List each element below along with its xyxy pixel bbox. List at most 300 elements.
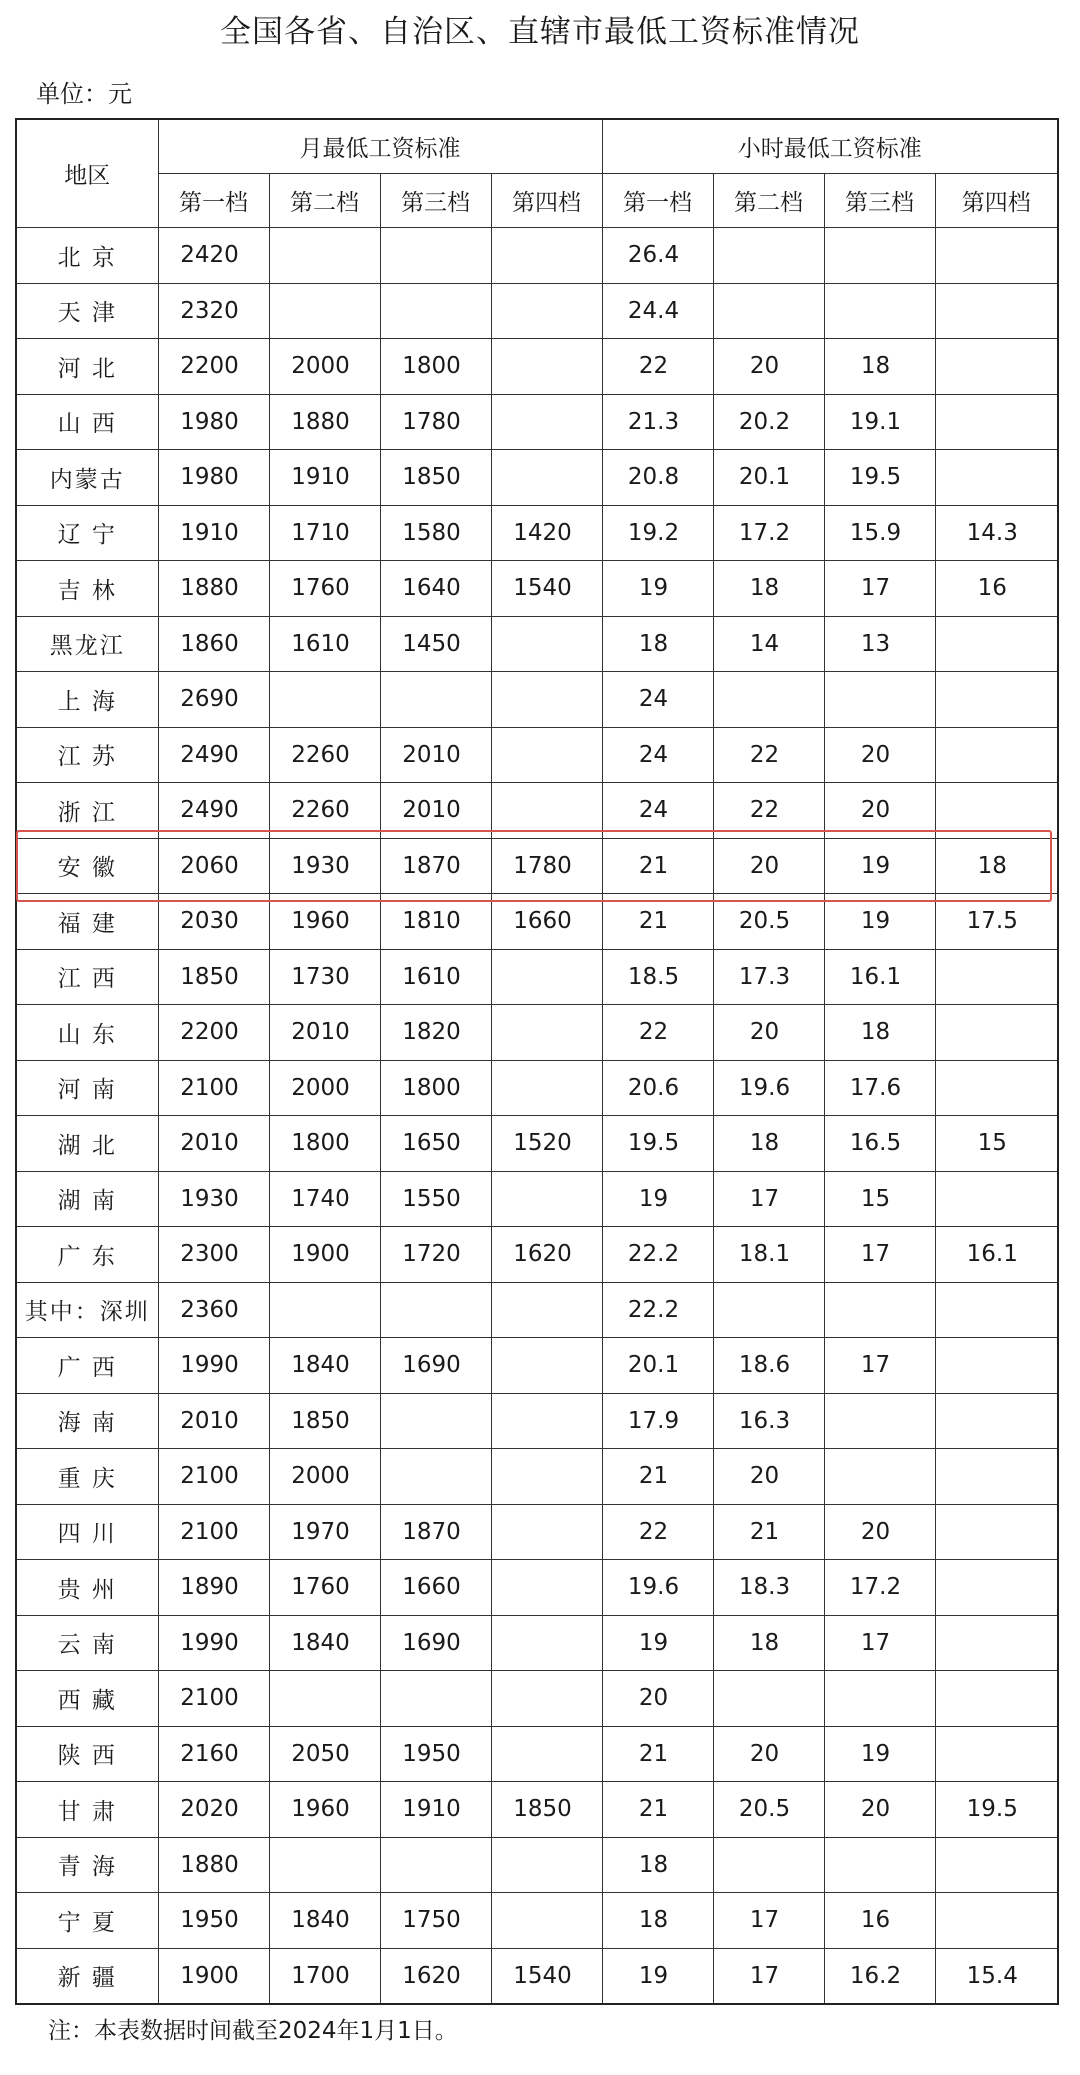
hourly-group-header: 小时最低工资标准	[602, 119, 1058, 174]
monthly-tier-3-cell	[380, 283, 491, 339]
hourly-tier-3-cell: 16.5	[824, 1116, 935, 1172]
monthly-tier-4-cell: 1660	[491, 894, 602, 950]
hourly-tier-3-cell	[824, 672, 935, 728]
monthly-tier-2-cell: 1800	[269, 1116, 380, 1172]
monthly-tier-1-cell: 2300	[158, 1227, 269, 1283]
monthly-tier-3-cell: 1750	[380, 1893, 491, 1949]
monthly-tier-2-cell: 2010	[269, 1005, 380, 1061]
monthly-tier-1-cell: 1900	[158, 1948, 269, 2004]
monthly-tier-3-cell	[380, 1393, 491, 1449]
hourly-tier-2-cell: 17.3	[713, 949, 824, 1005]
monthly-tier-4-cell	[491, 1449, 602, 1505]
region-cell: 其中：深圳	[16, 1282, 158, 1338]
table-row	[16, 1560, 1058, 1616]
hourly-tier-3-cell: 15	[824, 1171, 935, 1227]
hourly-tier-3-cell	[824, 1282, 935, 1338]
monthly-tier-2-cell	[269, 228, 380, 284]
hourly-tier-4-cell	[935, 616, 1058, 672]
hourly-tier-2-cell: 18.3	[713, 1560, 824, 1616]
hourly-tier-1-cell: 18.5	[602, 949, 713, 1005]
hourly-tier-3-cell: 20	[824, 783, 935, 839]
hourly-tier-2-cell: 17	[713, 1171, 824, 1227]
monthly-tier-4-header: 第四档	[491, 174, 602, 228]
hourly-tier-2-cell: 20.5	[713, 894, 824, 950]
monthly-tier-1-cell: 1890	[158, 1560, 269, 1616]
hourly-tier-2-cell: 22	[713, 727, 824, 783]
table-row	[16, 283, 1058, 339]
monthly-tier-2-cell: 2000	[269, 1449, 380, 1505]
monthly-tier-3-cell: 1820	[380, 1005, 491, 1061]
monthly-tier-2-cell	[269, 1282, 380, 1338]
monthly-tier-4-cell	[491, 283, 602, 339]
hourly-tier-2-cell	[713, 672, 824, 728]
hourly-tier-4-cell: 18	[935, 838, 1058, 894]
monthly-tier-4-cell	[491, 1504, 602, 1560]
hourly-tier-3-cell: 15.9	[824, 505, 935, 561]
hourly-tier-2-header: 第二档	[713, 174, 824, 228]
hourly-tier-4-cell	[935, 450, 1058, 506]
table-row	[16, 1338, 1058, 1394]
hourly-tier-4-cell: 15	[935, 1116, 1058, 1172]
hourly-tier-3-cell: 16	[824, 1893, 935, 1949]
hourly-tier-1-cell: 18	[602, 1893, 713, 1949]
monthly-tier-1-cell: 1950	[158, 1893, 269, 1949]
region-cell: 内蒙古	[16, 450, 158, 506]
region-cell: 青 海	[16, 1837, 158, 1893]
hourly-tier-3-cell	[824, 1449, 935, 1505]
region-cell: 江 西	[16, 949, 158, 1005]
table-row	[16, 1005, 1058, 1061]
hourly-tier-4-cell: 15.4	[935, 1948, 1058, 2004]
hourly-tier-2-cell: 14	[713, 616, 824, 672]
hourly-tier-1-cell: 18	[602, 616, 713, 672]
monthly-tier-3-cell: 1810	[380, 894, 491, 950]
table-row	[16, 1282, 1058, 1338]
monthly-tier-4-cell	[491, 339, 602, 395]
monthly-tier-4-cell	[491, 1005, 602, 1061]
monthly-group-header: 月最低工资标准	[158, 119, 602, 174]
hourly-tier-3-cell: 13	[824, 616, 935, 672]
region-cell: 云 南	[16, 1615, 158, 1671]
monthly-tier-1-header: 第一档	[158, 174, 269, 228]
monthly-tier-4-cell	[491, 1060, 602, 1116]
hourly-tier-2-cell	[713, 1837, 824, 1893]
hourly-tier-4-cell	[935, 1393, 1058, 1449]
hourly-tier-3-cell: 17.6	[824, 1060, 935, 1116]
monthly-tier-4-cell	[491, 450, 602, 506]
monthly-tier-1-cell: 2160	[158, 1726, 269, 1782]
hourly-tier-1-cell: 24.4	[602, 283, 713, 339]
monthly-tier-4-cell: 1520	[491, 1116, 602, 1172]
monthly-tier-3-cell: 1800	[380, 1060, 491, 1116]
hourly-tier-1-cell: 21.3	[602, 394, 713, 450]
monthly-tier-3-cell: 1800	[380, 339, 491, 395]
hourly-tier-4-cell	[935, 1449, 1058, 1505]
monthly-tier-3-cell: 2010	[380, 727, 491, 783]
region-cell: 西 藏	[16, 1671, 158, 1727]
monthly-tier-2-cell: 1700	[269, 1948, 380, 2004]
monthly-tier-2-cell: 1840	[269, 1615, 380, 1671]
table-row	[16, 949, 1058, 1005]
hourly-tier-2-cell: 19.6	[713, 1060, 824, 1116]
region-cell: 北 京	[16, 228, 158, 284]
hourly-tier-4-cell: 19.5	[935, 1782, 1058, 1838]
hourly-tier-1-cell: 21	[602, 838, 713, 894]
monthly-tier-3-cell: 1610	[380, 949, 491, 1005]
table-row	[16, 1726, 1058, 1782]
hourly-tier-1-cell: 19.5	[602, 1116, 713, 1172]
monthly-tier-2-cell: 1900	[269, 1227, 380, 1283]
footnote: 注：本表数据时间截至2024年1月1日。	[48, 2018, 458, 2044]
monthly-tier-2-header: 第二档	[269, 174, 380, 228]
hourly-tier-2-cell: 18	[713, 1116, 824, 1172]
monthly-tier-4-cell: 1620	[491, 1227, 602, 1283]
hourly-tier-2-cell: 18	[713, 561, 824, 617]
monthly-tier-3-cell: 1620	[380, 1948, 491, 2004]
hourly-tier-3-cell: 19.5	[824, 450, 935, 506]
monthly-tier-4-cell: 1540	[491, 561, 602, 617]
monthly-tier-2-cell	[269, 283, 380, 339]
hourly-tier-1-cell: 18	[602, 1837, 713, 1893]
hourly-tier-4-cell	[935, 1671, 1058, 1727]
hourly-tier-4-cell	[935, 949, 1058, 1005]
hourly-tier-1-cell: 20.6	[602, 1060, 713, 1116]
region-cell: 天 津	[16, 283, 158, 339]
monthly-tier-2-cell	[269, 1837, 380, 1893]
region-cell: 吉 林	[16, 561, 158, 617]
table-row	[16, 450, 1058, 506]
monthly-tier-1-cell: 2020	[158, 1782, 269, 1838]
region-cell: 新 疆	[16, 1948, 158, 2004]
monthly-tier-1-cell: 2690	[158, 672, 269, 728]
hourly-tier-2-cell: 18.1	[713, 1227, 824, 1283]
hourly-tier-1-cell: 19	[602, 1948, 713, 2004]
monthly-tier-3-cell: 1780	[380, 394, 491, 450]
hourly-tier-2-cell	[713, 283, 824, 339]
monthly-tier-3-cell: 1550	[380, 1171, 491, 1227]
monthly-tier-2-cell: 1760	[269, 1560, 380, 1616]
hourly-tier-1-cell: 19	[602, 1615, 713, 1671]
monthly-tier-3-cell: 1690	[380, 1338, 491, 1394]
monthly-tier-1-cell: 2100	[158, 1671, 269, 1727]
hourly-tier-4-cell	[935, 1171, 1058, 1227]
hourly-tier-1-cell: 26.4	[602, 228, 713, 284]
monthly-tier-1-cell: 1980	[158, 450, 269, 506]
table-row	[16, 616, 1058, 672]
monthly-tier-4-cell	[491, 394, 602, 450]
table-row	[16, 1837, 1058, 1893]
hourly-tier-4-cell	[935, 1338, 1058, 1394]
hourly-tier-4-cell	[935, 283, 1058, 339]
hourly-tier-3-cell	[824, 228, 935, 284]
region-cell: 重 庆	[16, 1449, 158, 1505]
table-row	[16, 339, 1058, 395]
hourly-tier-2-cell: 17.2	[713, 505, 824, 561]
table-row	[16, 1171, 1058, 1227]
region-cell: 海 南	[16, 1393, 158, 1449]
region-cell: 广 东	[16, 1227, 158, 1283]
monthly-tier-3-cell	[380, 1282, 491, 1338]
hourly-tier-2-cell: 17	[713, 1893, 824, 1949]
hourly-tier-1-cell: 20	[602, 1671, 713, 1727]
table-body	[16, 228, 1058, 2004]
hourly-tier-1-cell: 19	[602, 1171, 713, 1227]
table-row	[16, 1116, 1058, 1172]
hourly-tier-3-cell: 19	[824, 838, 935, 894]
table-row	[16, 838, 1058, 894]
hourly-tier-2-cell	[713, 1671, 824, 1727]
monthly-tier-1-cell: 1930	[158, 1171, 269, 1227]
region-cell: 河 北	[16, 339, 158, 395]
monthly-tier-2-cell	[269, 672, 380, 728]
hourly-tier-3-cell: 17	[824, 1227, 935, 1283]
hourly-tier-4-cell	[935, 783, 1058, 839]
monthly-tier-1-cell: 1880	[158, 561, 269, 617]
monthly-tier-3-cell: 1870	[380, 838, 491, 894]
monthly-tier-4-cell	[491, 1893, 602, 1949]
monthly-tier-1-cell: 2360	[158, 1282, 269, 1338]
monthly-tier-1-cell: 1850	[158, 949, 269, 1005]
table-row	[16, 783, 1058, 839]
monthly-tier-2-cell: 1960	[269, 894, 380, 950]
table-row	[16, 1615, 1058, 1671]
hourly-tier-4-cell: 14.3	[935, 505, 1058, 561]
hourly-tier-4-cell	[935, 672, 1058, 728]
monthly-tier-3-cell: 2010	[380, 783, 491, 839]
monthly-tier-3-cell: 1720	[380, 1227, 491, 1283]
table-row	[16, 1671, 1058, 1727]
monthly-tier-2-cell: 2000	[269, 339, 380, 395]
table-row	[16, 1449, 1058, 1505]
hourly-tier-3-cell: 20	[824, 1504, 935, 1560]
monthly-tier-4-cell	[491, 1726, 602, 1782]
hourly-tier-3-cell: 19	[824, 894, 935, 950]
hourly-tier-3-cell: 18	[824, 1005, 935, 1061]
monthly-tier-2-cell	[269, 1671, 380, 1727]
header-row-tiers	[16, 174, 1058, 228]
hourly-tier-1-cell: 20.8	[602, 450, 713, 506]
monthly-tier-3-cell: 1850	[380, 450, 491, 506]
table-row	[16, 561, 1058, 617]
hourly-tier-3-cell	[824, 1671, 935, 1727]
monthly-tier-2-cell: 1850	[269, 1393, 380, 1449]
monthly-tier-4-cell	[491, 1171, 602, 1227]
hourly-tier-1-cell: 20.1	[602, 1338, 713, 1394]
hourly-tier-1-cell: 22	[602, 339, 713, 395]
table-row	[16, 1504, 1058, 1560]
hourly-tier-3-cell: 20	[824, 1782, 935, 1838]
monthly-tier-3-cell	[380, 228, 491, 284]
hourly-tier-1-cell: 21	[602, 1726, 713, 1782]
monthly-tier-4-cell	[491, 783, 602, 839]
region-cell: 山 东	[16, 1005, 158, 1061]
monthly-tier-4-cell	[491, 1671, 602, 1727]
hourly-tier-1-cell: 24	[602, 727, 713, 783]
monthly-tier-2-cell: 1960	[269, 1782, 380, 1838]
hourly-tier-3-cell: 19	[824, 1726, 935, 1782]
monthly-tier-4-cell	[491, 1615, 602, 1671]
header-row-groups	[16, 119, 1058, 174]
hourly-tier-4-cell	[935, 1726, 1058, 1782]
hourly-tier-1-cell: 17.9	[602, 1393, 713, 1449]
region-cell: 山 西	[16, 394, 158, 450]
monthly-tier-2-cell: 2260	[269, 783, 380, 839]
hourly-tier-4-cell	[935, 1060, 1058, 1116]
hourly-tier-4-cell	[935, 727, 1058, 783]
hourly-tier-2-cell	[713, 228, 824, 284]
monthly-tier-1-cell: 2030	[158, 894, 269, 950]
table-row	[16, 1782, 1058, 1838]
hourly-tier-2-cell: 20.5	[713, 1782, 824, 1838]
hourly-tier-4-cell	[935, 1893, 1058, 1949]
monthly-tier-1-cell: 2490	[158, 727, 269, 783]
unit-label: 单位：元	[36, 80, 132, 108]
region-cell: 四 川	[16, 1504, 158, 1560]
monthly-tier-3-cell: 1690	[380, 1615, 491, 1671]
region-cell: 河 南	[16, 1060, 158, 1116]
hourly-tier-1-cell: 21	[602, 1449, 713, 1505]
hourly-tier-1-cell: 22.2	[602, 1282, 713, 1338]
monthly-tier-2-cell: 1610	[269, 616, 380, 672]
region-cell: 福 建	[16, 894, 158, 950]
monthly-tier-4-cell	[491, 616, 602, 672]
monthly-tier-2-cell: 1710	[269, 505, 380, 561]
hourly-tier-4-cell: 16.1	[935, 1227, 1058, 1283]
monthly-tier-3-cell	[380, 1837, 491, 1893]
region-cell: 甘 肃	[16, 1782, 158, 1838]
hourly-tier-3-cell	[824, 1393, 935, 1449]
hourly-tier-1-cell: 22	[602, 1005, 713, 1061]
monthly-tier-1-cell: 2100	[158, 1060, 269, 1116]
hourly-tier-2-cell: 22	[713, 783, 824, 839]
monthly-tier-4-cell	[491, 1837, 602, 1893]
monthly-tier-1-cell: 1860	[158, 616, 269, 672]
region-cell: 江 苏	[16, 727, 158, 783]
region-header: 地区	[16, 119, 158, 228]
monthly-tier-1-cell: 2100	[158, 1449, 269, 1505]
hourly-tier-2-cell	[713, 1282, 824, 1338]
monthly-tier-4-cell	[491, 1338, 602, 1394]
hourly-tier-4-cell: 17.5	[935, 894, 1058, 950]
region-cell: 黑龙江	[16, 616, 158, 672]
monthly-tier-3-cell: 1580	[380, 505, 491, 561]
monthly-tier-3-cell	[380, 1449, 491, 1505]
hourly-tier-3-cell	[824, 283, 935, 339]
monthly-tier-2-cell: 1760	[269, 561, 380, 617]
hourly-tier-3-header: 第三档	[824, 174, 935, 228]
monthly-tier-2-cell: 1840	[269, 1893, 380, 1949]
hourly-tier-3-cell: 16.1	[824, 949, 935, 1005]
monthly-tier-2-cell: 1930	[269, 838, 380, 894]
hourly-tier-4-cell	[935, 394, 1058, 450]
monthly-tier-3-cell: 1870	[380, 1504, 491, 1560]
monthly-tier-3-cell: 1650	[380, 1116, 491, 1172]
monthly-tier-2-cell: 1840	[269, 1338, 380, 1394]
hourly-tier-1-cell: 24	[602, 783, 713, 839]
monthly-tier-1-cell: 2010	[158, 1116, 269, 1172]
hourly-tier-2-cell: 16.3	[713, 1393, 824, 1449]
monthly-tier-3-cell	[380, 672, 491, 728]
hourly-tier-3-cell	[824, 1837, 935, 1893]
region-cell: 广 西	[16, 1338, 158, 1394]
monthly-tier-1-cell: 2490	[158, 783, 269, 839]
hourly-tier-4-cell	[935, 1837, 1058, 1893]
hourly-tier-3-cell: 16.2	[824, 1948, 935, 2004]
table-row	[16, 228, 1058, 284]
monthly-tier-4-cell	[491, 949, 602, 1005]
table-row	[16, 394, 1058, 450]
hourly-tier-3-cell: 17	[824, 1615, 935, 1671]
hourly-tier-1-cell: 22.2	[602, 1227, 713, 1283]
hourly-tier-2-cell: 18.6	[713, 1338, 824, 1394]
monthly-tier-4-cell: 1850	[491, 1782, 602, 1838]
monthly-tier-1-cell: 2420	[158, 228, 269, 284]
monthly-tier-2-cell: 2000	[269, 1060, 380, 1116]
table-row	[16, 894, 1058, 950]
hourly-tier-3-cell: 19.1	[824, 394, 935, 450]
region-cell: 上 海	[16, 672, 158, 728]
monthly-tier-3-cell: 1950	[380, 1726, 491, 1782]
hourly-tier-3-cell: 20	[824, 727, 935, 783]
monthly-tier-3-cell: 1660	[380, 1560, 491, 1616]
hourly-tier-1-cell: 19.6	[602, 1560, 713, 1616]
monthly-tier-3-cell: 1640	[380, 561, 491, 617]
monthly-tier-1-cell: 1980	[158, 394, 269, 450]
monthly-tier-1-cell: 1990	[158, 1615, 269, 1671]
hourly-tier-1-header: 第一档	[602, 174, 713, 228]
monthly-tier-4-cell	[491, 727, 602, 783]
region-cell: 湖 北	[16, 1116, 158, 1172]
minimum-wage-table	[15, 118, 1059, 2005]
table-row	[16, 1393, 1058, 1449]
monthly-tier-1-cell: 2200	[158, 339, 269, 395]
hourly-tier-2-cell: 18	[713, 1615, 824, 1671]
hourly-tier-3-cell: 18	[824, 339, 935, 395]
hourly-tier-1-cell: 24	[602, 672, 713, 728]
monthly-tier-2-cell: 1730	[269, 949, 380, 1005]
monthly-tier-4-cell	[491, 672, 602, 728]
table-row	[16, 1893, 1058, 1949]
hourly-tier-3-cell: 17.2	[824, 1560, 935, 1616]
monthly-tier-4-cell: 1420	[491, 505, 602, 561]
monthly-tier-3-cell: 1910	[380, 1782, 491, 1838]
monthly-tier-1-cell: 1990	[158, 1338, 269, 1394]
monthly-tier-4-cell	[491, 1560, 602, 1616]
monthly-tier-2-cell: 2050	[269, 1726, 380, 1782]
monthly-tier-1-cell: 2010	[158, 1393, 269, 1449]
monthly-tier-4-cell: 1780	[491, 838, 602, 894]
monthly-tier-4-cell: 1540	[491, 1948, 602, 2004]
monthly-tier-4-cell	[491, 1282, 602, 1338]
monthly-tier-3-cell: 1450	[380, 616, 491, 672]
table-row	[16, 727, 1058, 783]
monthly-tier-1-cell: 2100	[158, 1504, 269, 1560]
hourly-tier-3-cell: 17	[824, 1338, 935, 1394]
hourly-tier-4-header: 第四档	[935, 174, 1058, 228]
table-row	[16, 1227, 1058, 1283]
hourly-tier-1-cell: 21	[602, 894, 713, 950]
monthly-tier-1-cell: 1910	[158, 505, 269, 561]
monthly-tier-2-cell: 1740	[269, 1171, 380, 1227]
hourly-tier-2-cell: 20	[713, 1005, 824, 1061]
table-row	[16, 672, 1058, 728]
hourly-tier-2-cell: 20	[713, 1449, 824, 1505]
region-cell: 宁 夏	[16, 1893, 158, 1949]
hourly-tier-1-cell: 22	[602, 1504, 713, 1560]
hourly-tier-4-cell	[935, 228, 1058, 284]
monthly-tier-2-cell: 1970	[269, 1504, 380, 1560]
monthly-tier-3-header: 第三档	[380, 174, 491, 228]
